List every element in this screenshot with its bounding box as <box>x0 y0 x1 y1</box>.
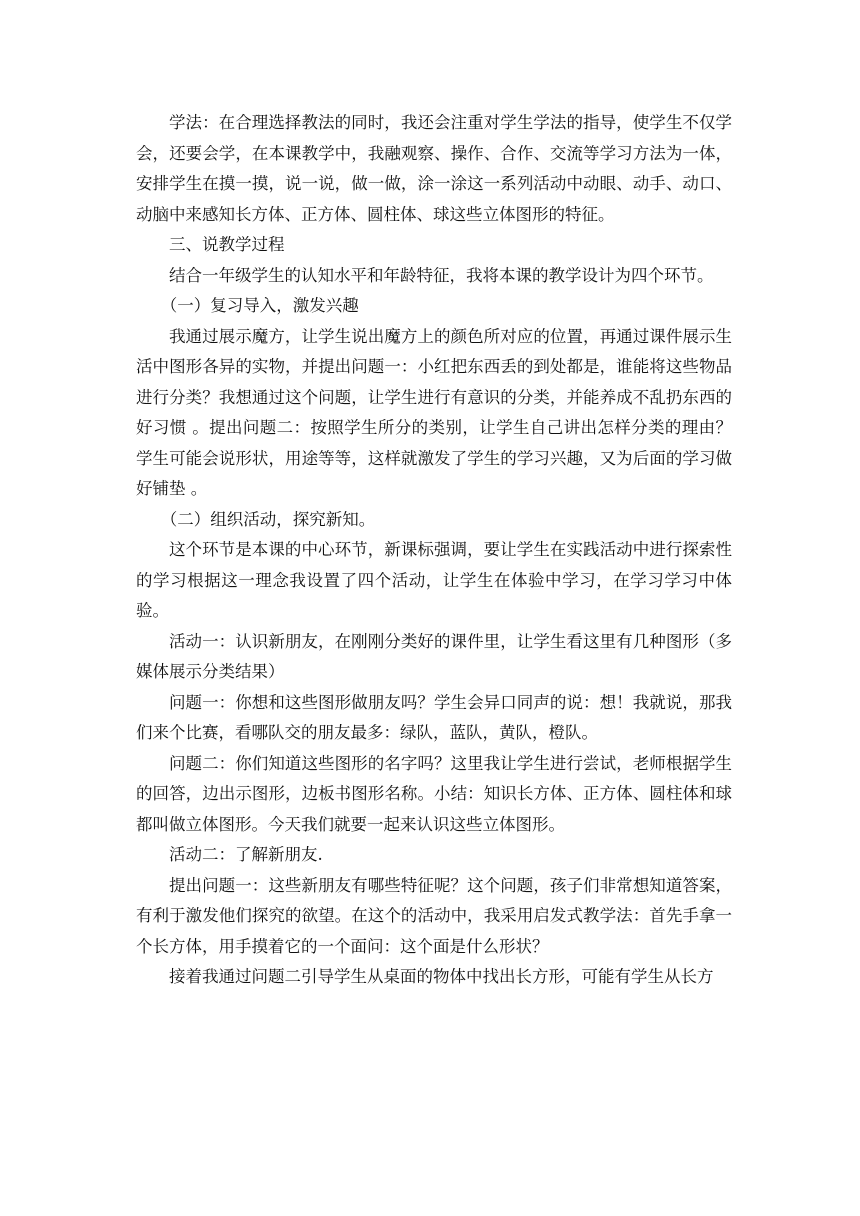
paragraph-find-rectangle: 接着我通过问题二引导学生从桌面的物体中找出长方形，可能有学生从长方 <box>169 967 714 986</box>
paragraph-study-method: 学法：在合理选择教法的同时，我还会注重对学生学法的指导，使学生不仅学会，还要会学，在本课教学中，我融观察、操作、合作、交流等学习方法为一体，安排学生在摸一摸，说一说，做一做，涂一涂这一系列活动中动眼、动手、动口、动脑中来感知长方体、正方体、圆柱体、球这些立体图形的特征。 <box>136 113 732 224</box>
paragraph-question-two: 问题二：你们知道这些图形的名字吗？这里我让学生进行尝试，老师根据学生的回答，边出示图形，边板书图形名称。小结：知识长方体、正方体、圆柱体和球都叫做立体图形。今天我们就要一起来认识这些立体图形。 <box>136 753 732 834</box>
paragraph-activity-one: 活动一：认识新朋友，在刚刚分类好的课件里，让学生看这里有几种图形（多媒体展示分类结果） <box>136 631 732 681</box>
paragraph-four-stages: 结合一年级学生的认知水平和年龄特征，我将本课的教学设计为四个环节。 <box>169 265 714 285</box>
subheading-organize-activities: （二）组织活动，探究新知。 <box>160 509 376 529</box>
paragraph-features-question: 提出问题一：这些新朋友有哪些特征呢？这个问题，孩子们非常想知道答案，有利于激发他们探究的欲望。在这个的活动中，我采用启发式教学法：首先手拿一个长方体，用手摸着它的一个面问：这个面是什么形状？ <box>136 875 732 956</box>
paragraph-question-one: 问题一：你想和这些图形做朋友吗？学生会异口同声的说：想！我就说，那我们来个比赛，看哪队交的朋友最多：绿队，蓝队，黄队，橙队。 <box>136 692 732 742</box>
paragraph-activity-two: 活动二：了解新朋友. <box>169 845 323 864</box>
paragraph-central-stage: 这个环节是本课的中心环节，新课标强调，要让学生在实践活动中进行探索性的学习根据这一理念我设置了四个活动，让学生在体验中学习，在学习学习中体验。 <box>136 540 732 620</box>
section-heading-teaching-process: 三、说教学过程 <box>169 235 285 254</box>
subheading-review-intro: （一）复习导入，激发兴趣 <box>160 296 359 315</box>
document-page <box>136 108 732 993</box>
paragraph-rubiks-cube: 我通过展示魔方，让学生说出魔方上的颜色所对应的位置，再通过课件展示生活中图形各异的实物，并提出问题一：小红把东西丢的到处都是，谁能将这些物品进行分类？我想通过这个问题，让学生进行有意识的分类，并能养成不乱扔东西的好习惯 。提出问题二：按照学生所分的类别，让学生自己讲出怎样分类的理由？学生可能会说形状，用途等等，这样就激发了学生的学习兴趣，又为后面的学习做好铺垫 。 <box>136 326 732 498</box>
